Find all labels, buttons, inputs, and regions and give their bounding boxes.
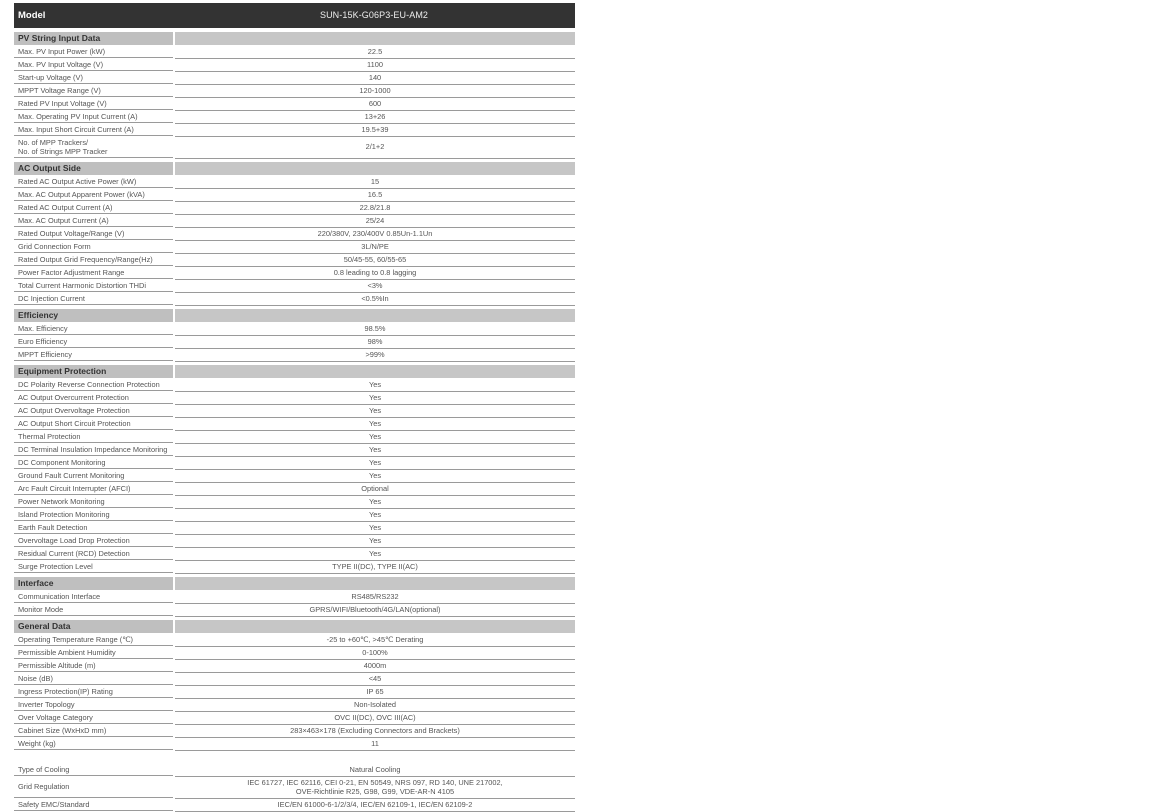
spec-label — [14, 348, 173, 361]
spec-value-text: Yes — [368, 431, 382, 441]
spec-value-text: 11 — [371, 738, 379, 748]
spec-label — [14, 266, 173, 279]
spec-row — [14, 71, 575, 84]
spec-label — [14, 335, 173, 348]
spec-label — [14, 123, 173, 136]
section-header — [14, 577, 575, 590]
spec-label-text: Euro Efficiency — [18, 336, 68, 346]
spec-value-text: TYPE II(DC), TYPE II(AC) — [332, 561, 418, 571]
spec-row — [14, 560, 575, 573]
spec-row — [14, 469, 575, 482]
spec-value-text: 22.8/21.8 — [359, 202, 391, 212]
spec-value — [175, 508, 575, 522]
spec-label — [14, 547, 173, 560]
spec-label-text: No. of MPP Trackers/ No. of Strings MPP Tracker — [18, 137, 108, 156]
spec-row — [14, 292, 575, 305]
spec-row — [14, 335, 575, 348]
spec-value-text: 98% — [367, 336, 383, 346]
spec-value-text: <45 — [368, 673, 382, 683]
spec-row — [14, 633, 575, 646]
spec-label-text: Permissible Ambient Humidity — [18, 647, 116, 657]
spec-value — [175, 495, 575, 509]
spec-value-text: 4000m — [363, 660, 387, 670]
spec-value-text: Yes — [368, 418, 382, 428]
spec-value-text: 98.5% — [364, 323, 386, 333]
spec-value — [175, 71, 575, 85]
section-header — [14, 309, 575, 322]
spec-label — [14, 71, 173, 84]
spec-row — [14, 348, 575, 361]
spec-label-text: Thermal Protection — [18, 431, 81, 441]
spec-label-text: Max. PV Input Power (kW) — [18, 46, 106, 56]
model-label: Model — [18, 10, 46, 21]
spec-value — [175, 84, 575, 98]
section-header-fill — [175, 32, 575, 45]
spec-value — [175, 175, 575, 189]
spec-row — [14, 776, 575, 798]
section-header-fill — [175, 365, 575, 378]
spec-label — [14, 750, 173, 763]
section-title: General Data — [14, 620, 173, 633]
spec-value-text: -25 to +60℃, >45℃ Derating — [326, 634, 424, 644]
spec-label-text: Surge Protection Level — [18, 561, 93, 571]
spec-value — [175, 750, 575, 763]
spec-value-text: 15 — [370, 176, 380, 186]
spec-value — [175, 737, 575, 751]
spec-value-text: 1100 — [367, 59, 383, 69]
spec-row — [14, 711, 575, 724]
spec-label-text: DC Polarity Reverse Connection Protection — [18, 379, 160, 389]
spec-label-text: Grid Connection Form — [18, 241, 91, 251]
spec-row — [14, 404, 575, 417]
spec-row — [14, 672, 575, 685]
spec-label-text: Monitor Mode — [18, 604, 64, 614]
spec-row — [14, 322, 575, 335]
section-header-fill — [175, 309, 575, 322]
spec-value — [175, 279, 575, 293]
spec-value-text: Yes — [368, 548, 382, 558]
spec-label-text: Grid Regulation — [18, 782, 70, 791]
spec-value-text: 600 — [368, 98, 382, 108]
spec-value — [175, 123, 575, 137]
spec-row — [14, 97, 575, 110]
spec-row — [14, 279, 575, 292]
spec-value-text: Yes — [368, 522, 382, 532]
section-header-fill — [175, 577, 575, 590]
spec-value-text: RS485/RS232 — [351, 591, 399, 601]
spec-value — [175, 776, 575, 799]
spec-row — [14, 724, 575, 737]
spec-label — [14, 659, 173, 672]
spec-label — [14, 188, 173, 201]
spec-label — [14, 456, 173, 469]
spec-label-text: AC Output Overcurrent Protection — [18, 392, 129, 402]
spec-value — [175, 763, 575, 777]
spec-row — [14, 798, 575, 811]
spec-value — [175, 560, 575, 574]
spec-value-text: IP 65 — [366, 686, 384, 696]
spec-label-text: Rated AC Output Current (A) — [18, 202, 113, 212]
spec-row — [14, 188, 575, 201]
spec-value-text: >99% — [365, 349, 385, 359]
spec-label — [14, 698, 173, 711]
spec-label — [14, 443, 173, 456]
spec-label-text: Earth Fault Detection — [18, 522, 88, 532]
section-header — [14, 162, 575, 175]
spec-label-text: MPPT Voltage Range (V) — [18, 85, 101, 95]
spec-value-text: <3% — [367, 280, 383, 290]
spec-value — [175, 469, 575, 483]
spec-value — [175, 672, 575, 686]
spec-value — [175, 456, 575, 470]
spec-label — [14, 430, 173, 443]
spec-row — [14, 266, 575, 279]
spec-row — [14, 175, 575, 188]
spec-label-text: MPPT Efficiency — [18, 349, 72, 359]
spec-row — [14, 214, 575, 227]
spec-row — [14, 45, 575, 58]
spec-label — [14, 240, 173, 253]
section-title: PV String Input Data — [14, 32, 173, 45]
spec-value-text: Yes — [368, 405, 382, 415]
spec-value — [175, 430, 575, 444]
spec-label-text: Total Current Harmonic Distortion THDi — [18, 280, 147, 290]
spec-label — [14, 136, 173, 158]
spec-label — [14, 279, 173, 292]
spec-value-text: 140 — [368, 72, 382, 82]
spec-value — [175, 482, 575, 496]
spec-value-text: Yes — [368, 392, 382, 402]
spec-value — [175, 378, 575, 392]
spec-label — [14, 521, 173, 534]
spec-value-text: Yes — [368, 496, 382, 506]
spec-value-text: 13+26 — [364, 111, 386, 121]
spec-label-text: Safety EMC/Standard — [18, 799, 90, 809]
section-header — [14, 32, 575, 45]
spec-label — [14, 201, 173, 214]
spec-label — [14, 672, 173, 685]
spec-label — [14, 603, 173, 616]
section-header — [14, 365, 575, 378]
spec-row — [14, 508, 575, 521]
spec-value-text: Yes — [368, 457, 382, 467]
spec-label — [14, 590, 173, 603]
spec-label — [14, 404, 173, 417]
section-title: AC Output Side — [14, 162, 173, 175]
spec-value — [175, 798, 575, 812]
spec-value — [175, 292, 575, 306]
spec-label — [14, 798, 173, 811]
spec-label-text: Start-up Voltage (V) — [18, 72, 83, 82]
spec-row — [14, 603, 575, 616]
spec-label — [14, 646, 173, 659]
spec-value — [175, 521, 575, 535]
spec-value-text: 0.8 leading to 0.8 lagging — [333, 267, 417, 277]
spec-row — [14, 227, 575, 240]
spec-value — [175, 136, 575, 159]
spec-value — [175, 711, 575, 725]
spec-sections — [14, 32, 575, 811]
spec-label-text: Rated Output Grid Frequency/Range(Hz) — [18, 254, 153, 264]
spec-row — [14, 659, 575, 672]
spec-value — [175, 633, 575, 647]
spec-value — [175, 201, 575, 215]
spec-value — [175, 646, 575, 660]
spec-value-text: Yes — [368, 509, 382, 519]
spec-value — [175, 534, 575, 548]
spec-label-text: Weight (kg) — [18, 738, 56, 748]
spec-row — [14, 763, 575, 776]
spec-value-text: <0.5%In — [361, 293, 389, 303]
spec-label-text: DC Component Monitoring — [18, 457, 106, 467]
spec-value — [175, 391, 575, 405]
spec-label-text: AC Output Short Circuit Protection — [18, 418, 131, 428]
spec-value — [175, 659, 575, 673]
spec-value-text: 3L/N/PE — [361, 241, 389, 251]
spec-value-text: Natural Cooling — [349, 764, 401, 774]
spec-label-text: Communication Interface — [18, 591, 101, 601]
spec-row — [14, 495, 575, 508]
spec-label-text: Cabinet Size (WxHxD mm) — [18, 725, 107, 735]
spec-row — [14, 547, 575, 560]
spec-value-text: 50/45-55, 60/55-65 — [343, 254, 407, 264]
spec-value-text: IEC/EN 61000-6-1/2/3/4, IEC/EN 62109-1, IEC/EN 62109-2 — [277, 799, 473, 809]
spec-label — [14, 175, 173, 188]
spec-row — [14, 391, 575, 404]
spec-label — [14, 763, 173, 776]
spec-value-text: Yes — [368, 535, 382, 545]
spec-value — [175, 335, 575, 349]
section-header-fill — [175, 620, 575, 633]
spec-label — [14, 292, 173, 305]
spec-value — [175, 58, 575, 72]
spec-label — [14, 534, 173, 547]
spec-value — [175, 214, 575, 228]
spec-label-text: Power Network Monitoring — [18, 496, 105, 506]
section-title: Interface — [14, 577, 173, 590]
spec-row — [14, 698, 575, 711]
spec-row — [14, 253, 575, 266]
spec-value-text: Non-Isolated — [354, 699, 396, 709]
spec-label — [14, 469, 173, 482]
spec-label-text: Power Factor Adjustment Range — [18, 267, 125, 277]
spec-label — [14, 391, 173, 404]
spacer-row — [14, 750, 575, 763]
spec-label — [14, 97, 173, 110]
spec-label — [14, 84, 173, 97]
spec-label-text: Type of Cooling — [18, 764, 70, 774]
spec-value-text: Optional — [361, 483, 389, 493]
section-title: Equipment Protection — [14, 365, 173, 378]
spec-row — [14, 136, 575, 158]
spec-label-text: Rated Output Voltage/Range (V) — [18, 228, 125, 238]
spec-value-text: 22.5 — [367, 46, 383, 56]
spec-label-text: Max. PV Input Voltage (V) — [18, 59, 104, 69]
spec-value — [175, 547, 575, 561]
spec-label-text: Ground Fault Current Monitoring — [18, 470, 125, 480]
spec-row — [14, 84, 575, 97]
spec-value-text: 16.5 — [367, 189, 383, 199]
spec-label-text: Rated PV Input Voltage (V) — [18, 98, 107, 108]
spec-label — [14, 495, 173, 508]
spec-row — [14, 443, 575, 456]
spec-row — [14, 534, 575, 547]
spec-value-text: 2/1+2 — [365, 142, 385, 151]
spec-label — [14, 45, 173, 58]
spec-row — [14, 417, 575, 430]
spec-label-text: Island Protection Monitoring — [18, 509, 110, 519]
spec-label-text: Overvoltage Load Drop Protection — [18, 535, 130, 545]
spec-label — [14, 417, 173, 430]
spec-label-text: Operating Temperature Range (℃) — [18, 634, 133, 644]
spec-value-text: 283×463×178 (Excluding Connectors and Brackets) — [290, 725, 460, 735]
spec-label-text: Residual Current (RCD) Detection — [18, 548, 130, 558]
spec-row — [14, 201, 575, 214]
spec-value-text: 0-100% — [362, 647, 388, 657]
spec-row — [14, 240, 575, 253]
spec-label — [14, 633, 173, 646]
spec-value — [175, 685, 575, 699]
spec-label-text: Arc Fault Circuit Interrupter (AFCI) — [18, 483, 131, 493]
model-value: SUN-15K-G06P3-EU-AM2 — [319, 10, 429, 20]
spec-row — [14, 685, 575, 698]
spec-label — [14, 737, 173, 750]
spec-label — [14, 685, 173, 698]
spec-label-text: Noise (dB) — [18, 673, 53, 683]
spec-value-text: 220/380V, 230/400V 0.85Un-1.1Un — [317, 228, 433, 238]
spec-value — [175, 188, 575, 202]
spec-row — [14, 123, 575, 136]
spec-value — [175, 227, 575, 241]
section-header — [14, 620, 575, 633]
spec-label — [14, 110, 173, 123]
spec-value — [175, 603, 575, 617]
spec-value — [175, 698, 575, 712]
spec-value-text: Yes — [368, 470, 382, 480]
spec-value-text: IEC 61727, IEC 62116, CEI 0-21, EN 50549, NRS 097, RD 140, UNE 217002, OVE-Richtlinie R25, G98, G99, VDE-AR-N 4105 — [247, 777, 503, 796]
spec-label-text: Max. Operating PV Input Current (A) — [18, 111, 138, 121]
spec-label — [14, 378, 173, 391]
spec-value — [175, 404, 575, 418]
spec-value-text: 19.5+39 — [361, 124, 389, 134]
spec-label — [14, 560, 173, 573]
spec-label-text: DC Injection Current — [18, 293, 85, 303]
spec-label — [14, 711, 173, 724]
spec-label — [14, 214, 173, 227]
spec-label — [14, 322, 173, 335]
spec-label — [14, 776, 173, 798]
spec-row — [14, 430, 575, 443]
spec-value — [175, 266, 575, 280]
spec-label-text: Max. AC Output Apparent Power (kVA) — [18, 189, 145, 199]
spec-value — [175, 240, 575, 254]
spec-value-text: 25/24 — [365, 215, 385, 225]
spec-label — [14, 227, 173, 240]
spec-value — [175, 443, 575, 457]
spec-value — [175, 45, 575, 59]
section-header-fill — [175, 162, 575, 175]
spec-label-text: AC Output Overvoltage Protection — [18, 405, 130, 415]
spec-value-text: OVC II(DC), OVC III(AC) — [334, 712, 416, 722]
spec-row — [14, 58, 575, 71]
spec-label-text: Permissible Altitude (m) — [18, 660, 96, 670]
spec-value — [175, 590, 575, 604]
spec-label — [14, 482, 173, 495]
spec-label — [14, 508, 173, 521]
spec-value — [175, 417, 575, 431]
spec-label-text: Rated AC Output Active Power (kW) — [18, 176, 137, 186]
spec-row — [14, 378, 575, 391]
spec-value — [175, 322, 575, 336]
spec-label-text: Max. AC Output Current (A) — [18, 215, 109, 225]
spec-row — [14, 110, 575, 123]
section-title: Efficiency — [14, 309, 173, 322]
spec-label — [14, 724, 173, 737]
spec-row — [14, 737, 575, 750]
spec-value-text: Yes — [368, 379, 382, 389]
spec-label-text: Inverter Topology — [18, 699, 75, 709]
spec-value-text: 120-1000 — [359, 85, 391, 95]
spec-label-text: Over Voltage Category — [18, 712, 93, 722]
spec-label — [14, 58, 173, 71]
spec-value — [175, 110, 575, 124]
spec-label-text: Max. Input Short Circuit Current (A) — [18, 124, 134, 134]
spec-value — [175, 253, 575, 267]
spec-row — [14, 456, 575, 469]
spec-label-text: Max. Efficiency — [18, 323, 68, 333]
spec-value — [175, 724, 575, 738]
spec-row — [14, 590, 575, 603]
spec-sheet — [14, 3, 575, 811]
spec-value-text: GPRS/WIFI/Bluetooth/4G/LAN(optional) — [309, 604, 441, 614]
model-header-row — [14, 3, 575, 28]
spec-row — [14, 521, 575, 534]
spec-row — [14, 482, 575, 495]
spec-value — [175, 348, 575, 362]
spec-value — [175, 97, 575, 111]
spec-label — [14, 253, 173, 266]
spec-row — [14, 646, 575, 659]
spec-label-text: Ingress Protection(IP) Rating — [18, 686, 113, 696]
spec-label-text: DC Terminal Insulation Impedance Monitoring — [18, 444, 168, 454]
spec-value-text: Yes — [368, 444, 382, 454]
